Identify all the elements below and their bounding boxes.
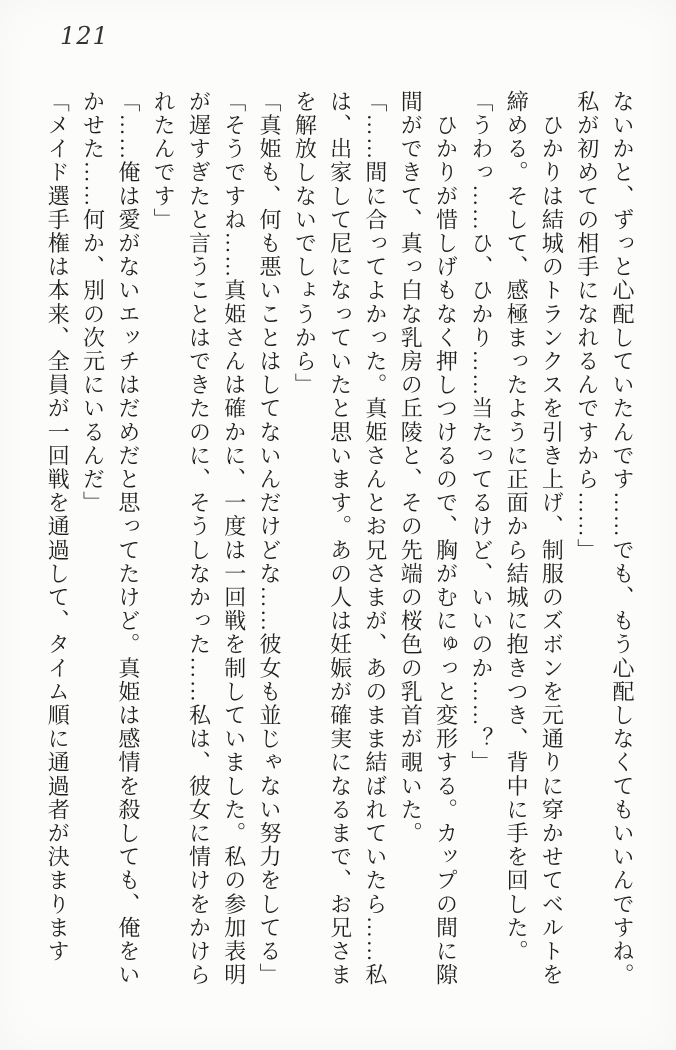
- text-column: 締める。そして、感極まったように正面から結城に抱きつき、背中に手を回した。: [504, 90, 530, 964]
- vertical-text-block: [40, 90, 640, 1050]
- text-column: 「真姫も、何も悪いことはしてないんだけどな……彼女も並じゃない努力をしてる」: [257, 90, 283, 987]
- page-number: 121: [60, 22, 109, 50]
- text-column: れたんです」: [151, 90, 177, 232]
- text-column: 間ができて、真っ白な乳房の丘陵と、その先端の桜色の乳首が覗いた。: [398, 90, 424, 846]
- text-column: が遅すぎたと言うことはできたのに、そうしなかった……私は、彼女に情けをかけら: [186, 90, 212, 987]
- text-column: は、出家して尼になっていたと思います。あの人は妊娠が確実になるまで、お兄さま: [327, 90, 353, 987]
- text-column: 「メイド選手権は本来、全員が一回戦を通過して、タイム順に通過者が決まります: [45, 90, 71, 964]
- text-column: 私が初めての相手になれるんですから……」: [574, 90, 600, 562]
- text-column: 「うわっ……ひ、ひかり……当たってるけど、いいのか……？」: [468, 90, 494, 775]
- text-column: かせた……何か、別の次元にいるんだ」: [80, 90, 106, 515]
- text-column: 「そうですね……真姫さんは確かに、一度は一回戦を制していました。私の参加表明: [221, 90, 247, 987]
- text-column: ひかりは結城のトランクスを引き上げ、制服のズボンを元通りに穿かせてベルトを: [539, 90, 565, 987]
- text-column: 「……俺は愛がないエッチはだめだと思ってたけど。真姫は感情を殺しても、俺をい: [115, 90, 141, 987]
- text-column: ないかと、ずっと心配していたんです……でも、もう心配しなくてもいいんですね。: [610, 90, 635, 987]
- text-column: ひかりが惜しげもなく押しつけるので、胸がむにゅっと変形する。カップの間に隙: [433, 90, 459, 987]
- text-column: を解放しないでしょうから」: [292, 90, 318, 397]
- text-column: 「……間に合ってよかった。真姫さんとお兄さまが、あのまま結ばれていたら……私: [362, 90, 388, 987]
